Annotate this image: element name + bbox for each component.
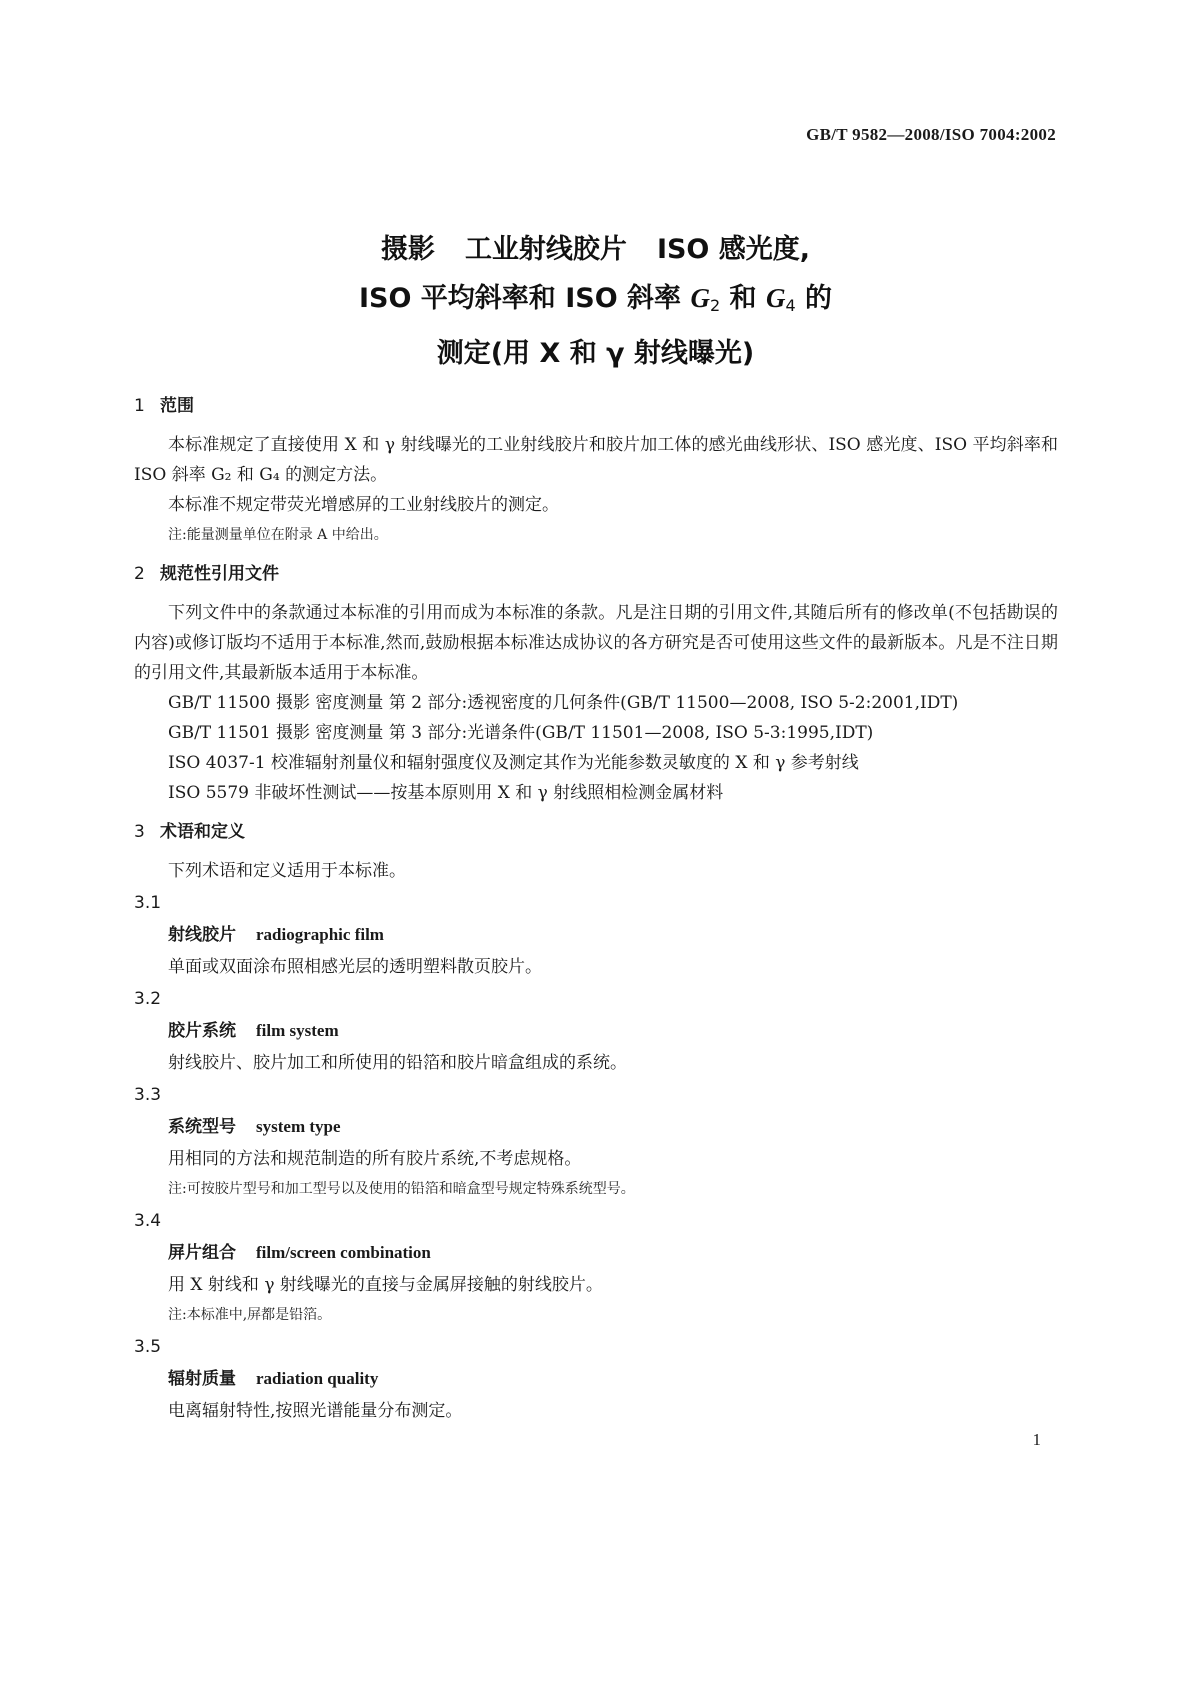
term-en: system type: [256, 1117, 341, 1136]
section-heading-normative-references: [134, 559, 1058, 589]
scope-note: 注:能量测量单位在附录 A 中给出。: [168, 527, 388, 543]
term-definition: 射线胶片、胶片加工和所使用的铅箔和胶片暗盒组成的系统。: [168, 1053, 627, 1073]
title-part: 的: [795, 283, 833, 314]
scope-paragraph: 本标准不规定带荧光增感屏的工业射线胶片的测定。: [168, 495, 559, 515]
terms-intro: 下列术语和定义适用于本标准。: [168, 861, 406, 881]
term-number: 3.5: [134, 1337, 162, 1357]
subscript-2: 2: [709, 296, 721, 315]
term-en: film system: [256, 1021, 339, 1040]
page-number: 1: [1032, 1430, 1041, 1449]
term-number: 3.3: [134, 1085, 162, 1105]
term-name: [134, 1362, 1058, 1396]
document-title: [0, 226, 1191, 378]
term-note: 注:本标准中,屏都是铅箔。: [168, 1307, 332, 1323]
term-zh: 射线胶片: [168, 925, 236, 945]
term-zh: 胶片系统: [168, 1021, 236, 1041]
section-number: 3: [134, 822, 145, 842]
section-title: 范围: [160, 396, 194, 416]
title-line-2: [0, 274, 1191, 330]
title-part: ISO 感光度,: [656, 234, 811, 265]
term-definition: 单面或双面涂布照相感光层的透明塑料散页胶片。: [168, 957, 542, 977]
term-entry: [134, 1080, 1058, 1204]
section-heading-scope: [134, 391, 1058, 421]
reference-item: GB/T 11501 摄影 密度测量 第 3 部分:光谱条件(GB/T 11501—2008, ISO 5-3:1995,IDT): [168, 723, 874, 743]
title-part: ISO 平均斜率和 ISO 斜率: [358, 283, 691, 314]
title-part: 和: [720, 283, 766, 314]
standard-code: GB/T 9582—2008/ISO 7004:2002: [806, 125, 1056, 144]
term-zh: 屏片组合: [168, 1243, 236, 1263]
term-definition: 电离辐射特性,按照光谱能量分布测定。: [168, 1401, 463, 1421]
reference-item: ISO 5579 非破坏性测试——按基本原则用 X 和 γ 射线照相检测金属材料: [168, 783, 724, 803]
term-entry: [134, 1332, 1058, 1426]
term-note: 注:可按胶片型号和加工型号以及使用的铅箔和暗盒型号规定特殊系统型号。: [168, 1181, 635, 1197]
term-number: 3.4: [134, 1211, 162, 1231]
term-entry: [134, 1206, 1058, 1330]
title-line-1: [0, 226, 1191, 274]
scope-paragraph: 本标准规定了直接使用 X 和 γ 射线曝光的工业射线胶片和胶片加工体的感光曲线形状、ISO 感光度、ISO 平均斜率和 ISO 斜率 G₂ 和 G₄ 的测定方法。: [134, 435, 1058, 485]
document-body: [134, 382, 1058, 1426]
reference-item: GB/T 11500 摄影 密度测量 第 2 部分:透视密度的几何条件(GB/T 11500—2008, ISO 5-2:2001,IDT): [168, 693, 959, 713]
term-en: film/screen combination: [256, 1243, 431, 1262]
term-entry: [134, 984, 1058, 1078]
title-line-3: 测定(用 X 和 γ 射线曝光): [436, 338, 755, 369]
symbol-g: G: [765, 283, 786, 313]
subscript-4: 4: [785, 296, 796, 315]
symbol-g: G: [690, 283, 710, 313]
term-number: 3.1: [134, 893, 162, 913]
term-zh: 系统型号: [168, 1117, 236, 1137]
term-entry: [134, 888, 1058, 982]
term-definition: 用 X 射线和 γ 射线曝光的直接与金属屏接触的射线胶片。: [168, 1275, 603, 1295]
term-number: 3.2: [134, 989, 162, 1009]
reference-item: ISO 4037-1 校准辐射剂量仪和辐射强度仪及测定其作为光能参数灵敏度的 X 和 γ 参考射线: [168, 753, 859, 773]
term-name: [134, 1236, 1058, 1270]
title-part: 摄影: [380, 234, 435, 265]
section-heading-terms: [134, 817, 1058, 847]
term-name: [134, 918, 1058, 952]
title-part: 工业射线胶片: [464, 234, 627, 265]
section-title: 术语和定义: [160, 822, 245, 842]
references-paragraph: 下列文件中的条款通过本标准的引用而成为本标准的条款。凡是注日期的引用文件,其随后所有的修改单(不包括勘误的内容)或修订版均不适用于本标准,然而,鼓励根据本标准达成协议的各方研究是否可使用这些文件的最新版本。凡是不注日期的引用文件,其最新版本适用于本标准。: [134, 603, 1058, 683]
section-number: 2: [134, 564, 145, 584]
term-en: radiographic film: [256, 925, 384, 944]
term-definition: 用相同的方法和规范制造的所有胶片系统,不考虑规格。: [168, 1149, 582, 1169]
term-name: [134, 1014, 1058, 1048]
section-title: 规范性引用文件: [160, 564, 279, 584]
term-en: radiation quality: [256, 1369, 379, 1388]
section-number: 1: [134, 396, 145, 416]
term-zh: 辐射质量: [168, 1369, 236, 1389]
term-name: [134, 1110, 1058, 1144]
